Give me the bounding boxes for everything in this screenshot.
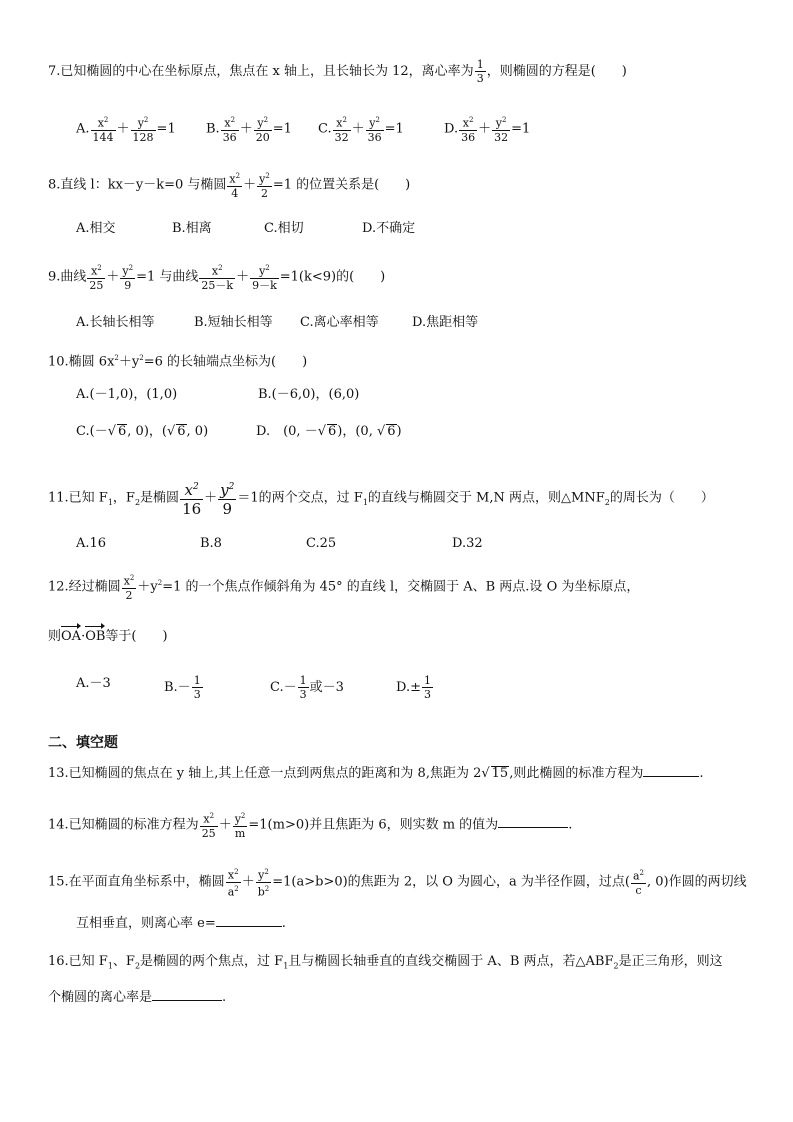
- q15-text-a: 15.在平面直角坐标系中，椭圆: [48, 874, 225, 890]
- q11-text-f: 的周长为（ ）: [609, 490, 714, 506]
- q9-frac4: [250, 262, 279, 292]
- q9-n2-text: y: [122, 264, 129, 278]
- q10-d-b: )，(0,: [337, 424, 377, 439]
- q8-n1: $x^2$: [229, 172, 241, 186]
- q9-n4-text: y: [259, 264, 266, 278]
- q7-a-eq: =1: [156, 121, 176, 137]
- q9-option-a: A.长轴长相等: [76, 315, 155, 330]
- q16-text-c: 是椭圆的两个焦点，过 F: [140, 954, 284, 969]
- q16-sub2: 2: [134, 961, 141, 971]
- q7-b-label: B.: [206, 121, 220, 137]
- q13-tail: .: [699, 766, 704, 781]
- q7-c-frac1: [333, 114, 351, 144]
- q7-d-n2-text: y: [495, 116, 502, 130]
- question-12-stem: [48, 572, 639, 602]
- q12-b-frac: [192, 674, 203, 701]
- q10-d-c: ): [396, 424, 402, 439]
- q11-d2: 9: [222, 500, 233, 518]
- q9-d1: 25: [89, 278, 104, 292]
- q15-frac2: [256, 866, 272, 898]
- q10-d-a: D. (0, －: [256, 424, 318, 439]
- q15-tail: .: [281, 916, 286, 931]
- q11-frac1: [180, 478, 203, 518]
- q11-n1-text: x: [184, 481, 193, 499]
- q9-option-c: C.离心率相等: [300, 315, 379, 330]
- q7-c-n2: $y^2$: [366, 114, 384, 131]
- q11-n1: $x^2$: [180, 478, 203, 500]
- question-16: [48, 952, 723, 977]
- q7-d-d1: 36: [461, 130, 476, 144]
- q10-option-a: A.(－1,0)，(1,0): [76, 387, 178, 402]
- q12-line2-b: 等于( ): [105, 629, 168, 644]
- q9-d4: 9－k: [252, 278, 277, 292]
- q9-option-d: D.焦距相等: [412, 315, 479, 330]
- q7-d-n1-text: x: [462, 116, 469, 130]
- q7-c-eq: =1: [384, 121, 404, 137]
- q12-d-label: D.±: [396, 680, 421, 695]
- q15-d1-text: a: [227, 885, 235, 899]
- q13-text-b: ,则此椭圆的标准方程为: [509, 766, 644, 781]
- q12-text-a: 12.经过椭圆: [48, 579, 121, 595]
- q9-n2: $y^2$: [122, 264, 134, 278]
- q15-d2: $b^2$: [257, 884, 270, 899]
- q9-text-c: =1(k<9)的( ): [279, 269, 386, 285]
- q14-d1: 25: [201, 826, 216, 840]
- question-13: 13.已知椭圆的焦点在 y 轴上,其上任意一点到两焦点的距离和为 8,焦距为 2√ 15,则此椭圆的标准方程为 .: [48, 766, 704, 781]
- q7-a-frac2: [131, 114, 156, 144]
- q14-n2-text: y: [234, 812, 241, 826]
- q15-frac3: [631, 867, 646, 897]
- q12-c-n: 1: [299, 674, 307, 687]
- q7-b-n2: $y^2$: [254, 114, 272, 131]
- q7-b-eq: =1: [272, 121, 292, 137]
- q8-frac1: [227, 170, 242, 200]
- q12-d-d: 3: [423, 688, 431, 701]
- q16-answer-blank[interactable]: [152, 988, 222, 1001]
- q14-text-a: 14.已知椭圆的标准方程为: [48, 817, 199, 833]
- q15-n3: $a^2$: [632, 869, 644, 883]
- q7-d-d2: 32: [494, 130, 509, 144]
- q9-n1: $x^2$: [87, 262, 105, 279]
- q11-text-b: ，F: [112, 490, 135, 506]
- q12-sup: 2: [157, 579, 163, 587]
- q7-text-b: ，则椭圆的方程是( ): [486, 64, 627, 79]
- q9-frac1: [87, 262, 105, 292]
- q11-d1: 16: [182, 500, 202, 518]
- q14-answer-blank[interactable]: [498, 815, 568, 828]
- q9-n3-text: x: [211, 264, 219, 278]
- q14-d2: m: [234, 826, 246, 840]
- q7-a-n1-text: x: [97, 116, 104, 130]
- q15-n3-text: a: [632, 869, 640, 883]
- q7-option-a: A. $\frac{x^2}{144}$ ＋ $\frac{y^2}{128}$ =1: [76, 116, 176, 144]
- q7-b-frac1: [221, 114, 239, 144]
- q8-d1: 4: [231, 186, 239, 200]
- q10-text-c: =6 的长轴端点坐标为( ): [143, 354, 308, 370]
- q11-sub2: 2: [134, 498, 141, 508]
- q7-d-frac1: [459, 114, 477, 144]
- q7-d-eq: =1: [511, 121, 531, 137]
- q8-option-b: B.相离: [172, 221, 212, 236]
- q10-c-a: C.(－: [76, 424, 108, 439]
- q11-sub3: 1: [362, 498, 368, 508]
- q12-frac1: [122, 572, 137, 602]
- q7-a-n2: $y^2$: [131, 114, 156, 131]
- q15-n1: $x^2$: [226, 866, 241, 883]
- q12-line2-a: 则: [48, 629, 62, 644]
- q7-a-d1: 144: [92, 130, 114, 144]
- q15-n2-text: y: [258, 868, 265, 882]
- q13-answer-blank[interactable]: [643, 764, 699, 777]
- vector-oa: OA: [61, 627, 81, 647]
- q7-d-frac2: [492, 114, 510, 144]
- q10-option-c: C.(－√ 6, 0)，(√ 6, 0): [76, 424, 209, 439]
- q7-c-n1: $x^2$: [333, 114, 351, 131]
- q8-option-a: A.相交: [76, 221, 116, 236]
- q9-text-b: =1 与曲线: [136, 269, 199, 285]
- q16-text-e: 是正三角形，则这: [618, 954, 723, 969]
- q7-option-c: C. $\frac{x^2}{32}$ ＋ $\frac{y^2}{36}$ =1: [318, 116, 404, 144]
- q12-c-tail: 或－3: [309, 680, 344, 695]
- q12-c-label: C.－: [270, 680, 297, 695]
- q15-d2-text: b: [257, 885, 265, 899]
- q10-c-b: , 0)，(: [127, 424, 167, 439]
- q12-b-d: 3: [193, 688, 201, 701]
- question-11-stem: 11.已知 $F_1$，$F_2$是椭圆 $\frac{x^2}{16}$ ＋ $\frac{y^2}{9}$ ＝1的两个交点，过 $F_1$的直线与椭圆交于 M,N 两点，则$\triangle MNF_2$的周长为（ ）: [48, 478, 714, 518]
- q15-line2: 互相垂直，则离心率 e=: [76, 916, 216, 931]
- q7-c-frac2: [366, 114, 384, 144]
- q11-n2-text: y: [220, 481, 229, 499]
- q8-frac2: [257, 170, 272, 200]
- q16-sub4: 2: [613, 961, 619, 971]
- q7-a-d2: 128: [132, 130, 154, 144]
- q12-d-n: 1: [423, 674, 431, 687]
- q9-d2: 9: [124, 278, 132, 292]
- question-15-line2: [76, 914, 286, 934]
- q8-option-c: C.相切: [264, 221, 304, 236]
- q7-b-n2-text: y: [257, 116, 264, 130]
- q12-b-label: B.－: [164, 680, 191, 695]
- q11-frac2: [218, 478, 236, 518]
- q7-c-d2: 36: [367, 130, 382, 144]
- q9-frac3: [199, 262, 235, 292]
- q12-option-a: A.－3: [76, 676, 111, 691]
- q7-frac-den: 3: [476, 72, 484, 85]
- q12-n1-text: x: [123, 574, 130, 588]
- q15-text-b: =1(a>b>0)的焦距为 2，以 O 为圆心，a 为半径作圆，过点(: [272, 874, 630, 890]
- vector-ob: OB: [85, 627, 105, 647]
- q14-n1-text: x: [203, 812, 210, 826]
- q11-option-b: B.8: [200, 536, 222, 551]
- q16-sub3: 1: [283, 961, 289, 971]
- q10-c-c: , 0): [186, 424, 209, 439]
- q11-option-d: D.32: [452, 536, 483, 551]
- q11-option-c: C.25: [306, 536, 337, 551]
- q7-b-n1-text: x: [224, 116, 231, 130]
- question-14: 14.已知椭圆的标准方程为 $\frac{x^2}{25}$ ＋ $\frac{y^2}{m}$ =1(m>0)并且焦距为 6，则实数 m 的值为 .: [48, 812, 573, 840]
- q10-d-sqrt2: 6: [387, 424, 396, 439]
- q16-line2: 个椭圆的离心率是: [48, 990, 153, 1005]
- q9-n4: $y^2$: [250, 262, 279, 279]
- q7-fraction: [475, 58, 486, 85]
- q11-n2: $y^2$: [218, 478, 236, 500]
- q7-option-b: B. $\frac{x^2}{36}$ ＋ $\frac{y^2}{20}$ =1: [206, 116, 292, 144]
- question-15: 15.在平面直角坐标系中，椭圆 $\frac{x^2}{a^2}$ ＋ $\frac{y^2}{b^2}$ =1(a>b>0)的焦距为 2，以 O 为圆心，a 为半径作圆，过点( $\frac{a^2}{c}$ , 0)作圆的两切线: [48, 868, 747, 899]
- q10-text-b: ＋y: [118, 354, 140, 370]
- q15-n2: $y^2$: [256, 866, 272, 883]
- q14-n2: $y^2$: [234, 812, 246, 826]
- q7-option-d: D. $\frac{x^2}{36}$ ＋ $\frac{y^2}{32}$ =1: [444, 116, 531, 144]
- q7-d-n1: $x^2$: [459, 114, 477, 131]
- q8-text-a: 8.直线 l：kx－y－k=0 与椭圆: [48, 177, 227, 193]
- q12-d1: 2: [125, 588, 133, 602]
- q7-d-label: D.: [444, 121, 459, 137]
- q14-frac1: [200, 810, 218, 840]
- q12-option-b: [164, 674, 204, 701]
- q7-c-d1: 32: [334, 130, 349, 144]
- q14-n1: $x^2$: [200, 810, 218, 827]
- q14-frac2: [233, 810, 248, 840]
- q8-text-b: =1 的位置关系是( ): [272, 177, 411, 193]
- q7-b-frac2: [254, 114, 272, 144]
- q11-text-a: 11.已知 F: [48, 490, 108, 506]
- q7-c-n2-text: y: [369, 116, 376, 130]
- q13-text-a: 13.已知椭圆的焦点在 y 轴上,其上任意一点到两焦点的距离和为 8,焦距为 2: [48, 766, 482, 781]
- q9-n1-text: x: [91, 264, 98, 278]
- q11-sub1: 1: [107, 498, 113, 508]
- q11-text-e: 的直线与椭圆交于 M,N 两点，则△MNF: [367, 490, 605, 506]
- q11-option-a: A.16: [76, 536, 107, 551]
- q7-a-frac1: [91, 114, 116, 144]
- q16-tail: .: [222, 990, 227, 1005]
- q12-option-d: [396, 674, 434, 701]
- q10-d-sqrt1: 6: [328, 424, 337, 439]
- q7-d-n2: $y^2$: [492, 114, 510, 131]
- q12-n1: $x^2$: [123, 574, 135, 588]
- q7-b-n1: $x^2$: [221, 114, 239, 131]
- q15-frac1: [226, 866, 241, 898]
- q8-d2: 2: [260, 186, 268, 200]
- q15-d1: $a^2$: [227, 884, 239, 899]
- question-7-stem: [48, 58, 627, 85]
- q7-text-a: 7.已知椭圆的中心在坐标原点，焦点在 x 轴上，且长轴长为 12，离心率为: [48, 64, 474, 79]
- q12-b-n: 1: [193, 674, 201, 687]
- q16-text-a: 16.已知 F: [48, 954, 108, 969]
- q7-c-n1-text: x: [336, 116, 343, 130]
- q10-sup1: 2: [114, 354, 119, 362]
- q12-c-frac: [298, 674, 309, 701]
- question-12-line2: [48, 627, 168, 647]
- q10-text-a: 10.椭圆 6x: [48, 354, 115, 370]
- q10-c-sqrt1: 6: [118, 424, 127, 439]
- q16-text-b: 、F: [112, 954, 135, 969]
- q7-c-label: C.: [318, 121, 332, 137]
- q9-frac2: [120, 262, 135, 292]
- q10-option-d: D. (0, －√ 6)，(0, √ 6): [256, 424, 402, 439]
- q12-text-b: ＋y: [137, 579, 158, 595]
- q12-c-d: 3: [299, 688, 307, 701]
- q7-frac-num: 1: [476, 58, 484, 71]
- q16-sub1: 1: [107, 961, 113, 971]
- q10-option-b: B.(－6,0)，(6,0): [258, 387, 360, 402]
- question-9-stem: 9.曲线 $\frac{x^2}{25}$ ＋ $\frac{y^2}{9}$ =1 与曲线 $\frac{x^2}{25-k}$ ＋ $\frac{y^2}{9-k}$ =1(k<9)的( ): [48, 264, 386, 292]
- q8-n2-text: y: [259, 172, 266, 186]
- q12-option-c: [270, 674, 344, 701]
- q15-d3: c: [635, 883, 642, 897]
- question-16-line2: [48, 988, 226, 1008]
- q8-n2: $y^2$: [259, 172, 270, 186]
- q10-sup2: 2: [139, 354, 144, 362]
- q15-n1-text: x: [227, 868, 235, 882]
- question-8-stem: 8.直线 l：kx－y－k=0 与椭圆 $\frac{x^2}{4}$ ＋ $\frac{y^2}{2}$ =1 的位置关系是( ): [48, 172, 411, 200]
- q11-sub4: 2: [604, 498, 610, 508]
- q7-b-d1: 36: [222, 130, 237, 144]
- q9-option-b: B.短轴长相等: [194, 315, 273, 330]
- question-10-stem: [48, 348, 307, 372]
- q16-text-d: 且与椭圆长轴垂直的直线交椭圆于 A、B 两点，若△ABF: [288, 954, 614, 969]
- q9-d3: 25－k: [201, 278, 234, 292]
- q8-n1-text: x: [229, 172, 236, 186]
- q11-text-d: ＝1的两个交点，过 F: [237, 490, 363, 506]
- q12-d-frac: [422, 674, 433, 701]
- q9-text-a: 9.曲线: [48, 269, 87, 285]
- q15-text-c: , 0)作圆的两切线: [647, 874, 747, 890]
- q15-answer-blank[interactable]: [216, 914, 282, 927]
- q7-a-n1: $x^2$: [91, 114, 116, 131]
- q7-a-label: A.: [76, 121, 90, 137]
- q8-option-d: D.不确定: [362, 221, 416, 236]
- q14-tail: .: [568, 817, 573, 833]
- q11-text-c: 是椭圆: [140, 490, 180, 506]
- q12-text-c: =1 的一个焦点作倾斜角为 45° 的直线 l，交椭圆于 A、B 两点.设 O 为坐标原点，: [162, 579, 640, 595]
- q13-sqrt: 15: [491, 766, 509, 781]
- section-heading-fill-in: 二、填空题: [48, 735, 118, 751]
- q14-text-b: =1(m>0)并且焦距为 6，则实数 m 的值为: [248, 817, 499, 833]
- q12-dot: ·: [81, 629, 86, 644]
- q7-a-n2-text: y: [137, 116, 144, 130]
- q9-n3: $x^2$: [199, 262, 235, 279]
- q7-b-d2: 20: [255, 130, 270, 144]
- q10-c-sqrt2: 6: [177, 424, 186, 439]
